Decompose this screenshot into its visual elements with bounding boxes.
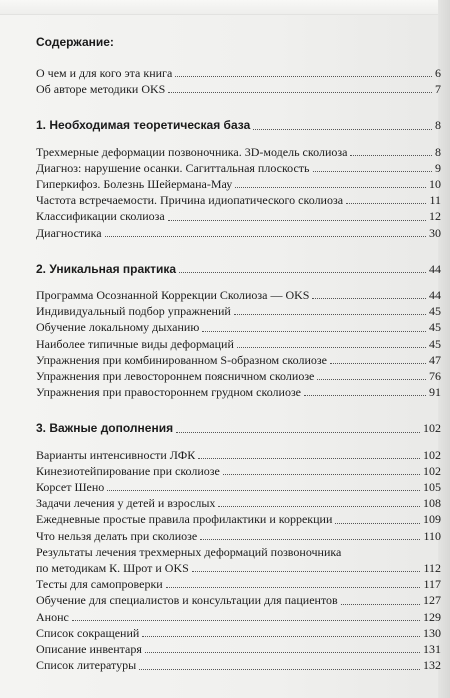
toc-entry[interactable] <box>36 176 441 192</box>
leader-dots <box>72 620 420 621</box>
toc-entry-title: Кинезиотейпирование при сколиозе <box>36 463 220 478</box>
toc-entry[interactable] <box>36 528 441 544</box>
toc-section-title: 1. Необходимая теоретическая база <box>36 118 251 133</box>
toc-entry-page: 45 <box>429 320 441 335</box>
toc-entry[interactable] <box>36 287 441 303</box>
toc-entry-page: 45 <box>429 304 441 319</box>
toc-entry-title: О чем и для кого эта книга <box>36 66 173 80</box>
leader-dots <box>168 220 426 221</box>
toc-entry-title: Индивидуальный подбор упражнений <box>36 304 231 319</box>
leader-dots <box>223 474 420 475</box>
toc-entry[interactable] <box>36 384 441 400</box>
toc-entry-line2 <box>36 560 441 576</box>
toc-entry-title: Упражнения при комбинированном S-образном сколиозе <box>36 352 327 367</box>
toc-entry[interactable] <box>36 319 441 335</box>
toc-entry-page: 91 <box>429 385 441 400</box>
toc-entry[interactable] <box>36 303 441 319</box>
toc-intro-group <box>36 65 441 97</box>
toc-entry-title: Диагностика <box>36 225 102 240</box>
leader-dots <box>176 432 420 433</box>
leader-dots <box>341 604 420 605</box>
toc-section-1 <box>36 117 441 240</box>
toc-entry[interactable] <box>36 352 441 368</box>
leader-dots <box>304 395 426 396</box>
toc-entry[interactable] <box>36 447 441 463</box>
toc-heading: Содержание: <box>36 35 114 49</box>
toc-section-title: 3. Важные дополнения <box>36 421 174 436</box>
toc-entry-title: Ежедневные простые правила профилактики и коррекции <box>36 512 333 527</box>
toc-entry-page: 76 <box>429 369 441 384</box>
toc-entry-title-line1: Результаты лечения трехмерных деформаций позвоночника <box>36 544 342 559</box>
toc-entry[interactable] <box>36 657 441 673</box>
toc-entry-page: 112 <box>423 561 441 576</box>
toc-entry[interactable] <box>36 160 441 176</box>
toc-entry-title: Что нельзя делать при сколиозе <box>36 528 198 543</box>
toc-entry[interactable] <box>36 81 441 97</box>
toc-entry-title: Упражнения при правостороннем грудном сколиозе <box>36 385 302 400</box>
toc-entry[interactable] <box>36 65 441 81</box>
toc-section-3 <box>36 420 441 673</box>
toc-section-title-row[interactable] <box>36 261 441 277</box>
toc-entry-page: 45 <box>429 336 441 351</box>
toc-entry-page: 132 <box>423 658 441 673</box>
leader-dots <box>202 331 426 332</box>
toc-entry-title: Варианты интенсивности ЛФК <box>36 447 196 462</box>
toc-section-title: 2. Уникальная практика <box>36 261 177 276</box>
leader-dots <box>330 363 426 364</box>
toc-entry-title: Обучение для специалистов и консультации для пациентов <box>36 593 338 608</box>
leader-dots <box>198 458 420 459</box>
toc-entry-title: Об авторе методики OKS <box>36 82 166 97</box>
toc-entry[interactable] <box>36 592 441 608</box>
leader-dots <box>335 523 420 524</box>
toc-entry-page: 7 <box>435 82 441 97</box>
toc-entry-page: 30 <box>429 225 441 240</box>
leader-dots <box>105 236 426 237</box>
toc-entry-page: 6 <box>435 66 441 80</box>
toc-entry-page: 44 <box>429 288 441 303</box>
toc-entry-page: 8 <box>435 144 441 159</box>
toc-entry[interactable] <box>36 336 441 352</box>
toc-section-page: 8 <box>435 118 441 133</box>
toc-entry-page: 105 <box>423 480 441 495</box>
leader-dots <box>107 490 420 491</box>
leader-dots <box>234 314 426 315</box>
toc-entry-title: Гиперкифоз. Болезнь Шейермана-Мау <box>36 177 233 192</box>
toc-section-page: 44 <box>429 261 441 276</box>
toc-entry[interactable] <box>36 208 441 224</box>
toc-entry-title: Описание инвентаря <box>36 642 142 657</box>
leader-dots <box>312 298 426 299</box>
toc-entry-title: Список сокращений <box>36 625 140 640</box>
toc-entry-page: 130 <box>423 625 441 640</box>
toc-entry-page: 131 <box>423 642 441 657</box>
leader-dots <box>142 636 420 637</box>
leader-dots <box>200 539 420 540</box>
toc-entry-title: Трехмерные деформации позвоночника. 3D-модель сколиоза <box>36 144 348 159</box>
toc-entry[interactable] <box>36 609 441 625</box>
leader-dots <box>346 203 426 204</box>
toc-entry-page: 47 <box>429 352 441 367</box>
toc-entry-title: Наиболее типичные виды деформаций <box>36 336 234 351</box>
toc-entry[interactable] <box>36 641 441 657</box>
toc-entry-page: 109 <box>423 512 441 527</box>
toc-entry[interactable] <box>36 479 441 495</box>
toc-entry[interactable] <box>36 225 441 241</box>
toc-entry-title: Список литературы <box>36 658 137 673</box>
toc-entry[interactable] <box>36 463 441 479</box>
toc-entry-page: 117 <box>423 577 441 592</box>
leader-dots <box>168 92 432 93</box>
toc-entry-page: 129 <box>423 609 441 624</box>
toc-section-title-row[interactable] <box>36 117 441 133</box>
toc-entry-title: Тесты для самопроверки <box>36 577 163 592</box>
toc-entry-title: Диагноз: нарушение осанки. Сагиттальная плоскость <box>36 160 310 175</box>
leader-dots <box>166 587 421 588</box>
toc-entry-title: Корсет Шено <box>36 480 105 495</box>
toc-entry-page: 12 <box>429 209 441 224</box>
toc-entry-page: 9 <box>435 160 441 175</box>
toc-entry-page: 110 <box>423 528 441 543</box>
toc-entry-title: Частота встречаемости. Причина идиопатического сколиоза <box>36 193 344 208</box>
leader-dots <box>253 129 432 130</box>
toc-entry[interactable] <box>36 144 441 160</box>
toc-section-title-row[interactable] <box>36 420 441 436</box>
toc-entry-title: Анонс <box>36 609 69 624</box>
toc-entry-title-line2: по методикам К. Шрот и OKS <box>36 561 189 576</box>
leader-dots <box>139 669 420 670</box>
leader-dots <box>313 171 432 172</box>
toc-entry[interactable] <box>36 192 441 208</box>
leader-dots <box>317 379 426 380</box>
toc-entry[interactable] <box>36 625 441 641</box>
toc-entry-title: Программа Осознанной Коррекции Сколиоза — OKS <box>36 288 310 303</box>
leader-dots <box>145 652 420 653</box>
leader-dots <box>179 272 426 273</box>
leader-dots <box>350 155 432 156</box>
toc-entry-page: 102 <box>423 447 441 462</box>
toc-entry-page: 127 <box>423 593 441 608</box>
toc-entry[interactable] <box>36 576 441 592</box>
leader-dots <box>237 347 426 348</box>
toc-entry-page: 10 <box>429 177 441 192</box>
table-of-contents <box>36 35 441 694</box>
toc-entry-page: 102 <box>423 463 441 478</box>
toc-entry-multiline[interactable] <box>36 544 441 576</box>
toc-entry-title: Классификации сколиоза <box>36 209 165 224</box>
toc-section-2 <box>36 261 441 401</box>
leader-dots <box>175 76 432 77</box>
toc-entry-page: 108 <box>423 496 441 511</box>
toc-section-page: 102 <box>423 421 441 436</box>
toc-entry-title: Упражнения при левостороннем поясничном сколиозе <box>36 369 315 384</box>
toc-entry[interactable] <box>36 368 441 384</box>
toc-entry-title: Задачи лечения у детей и взрослых <box>36 496 216 511</box>
leader-dots <box>218 506 420 507</box>
toc-entry-page: 11 <box>429 193 441 208</box>
toc-entry[interactable] <box>36 511 441 527</box>
toc-entry-title: Обучение локальному дыханию <box>36 320 200 335</box>
leader-dots <box>235 187 426 188</box>
leader-dots <box>192 571 421 572</box>
page-top-edge <box>0 0 450 15</box>
toc-entry[interactable] <box>36 495 441 511</box>
